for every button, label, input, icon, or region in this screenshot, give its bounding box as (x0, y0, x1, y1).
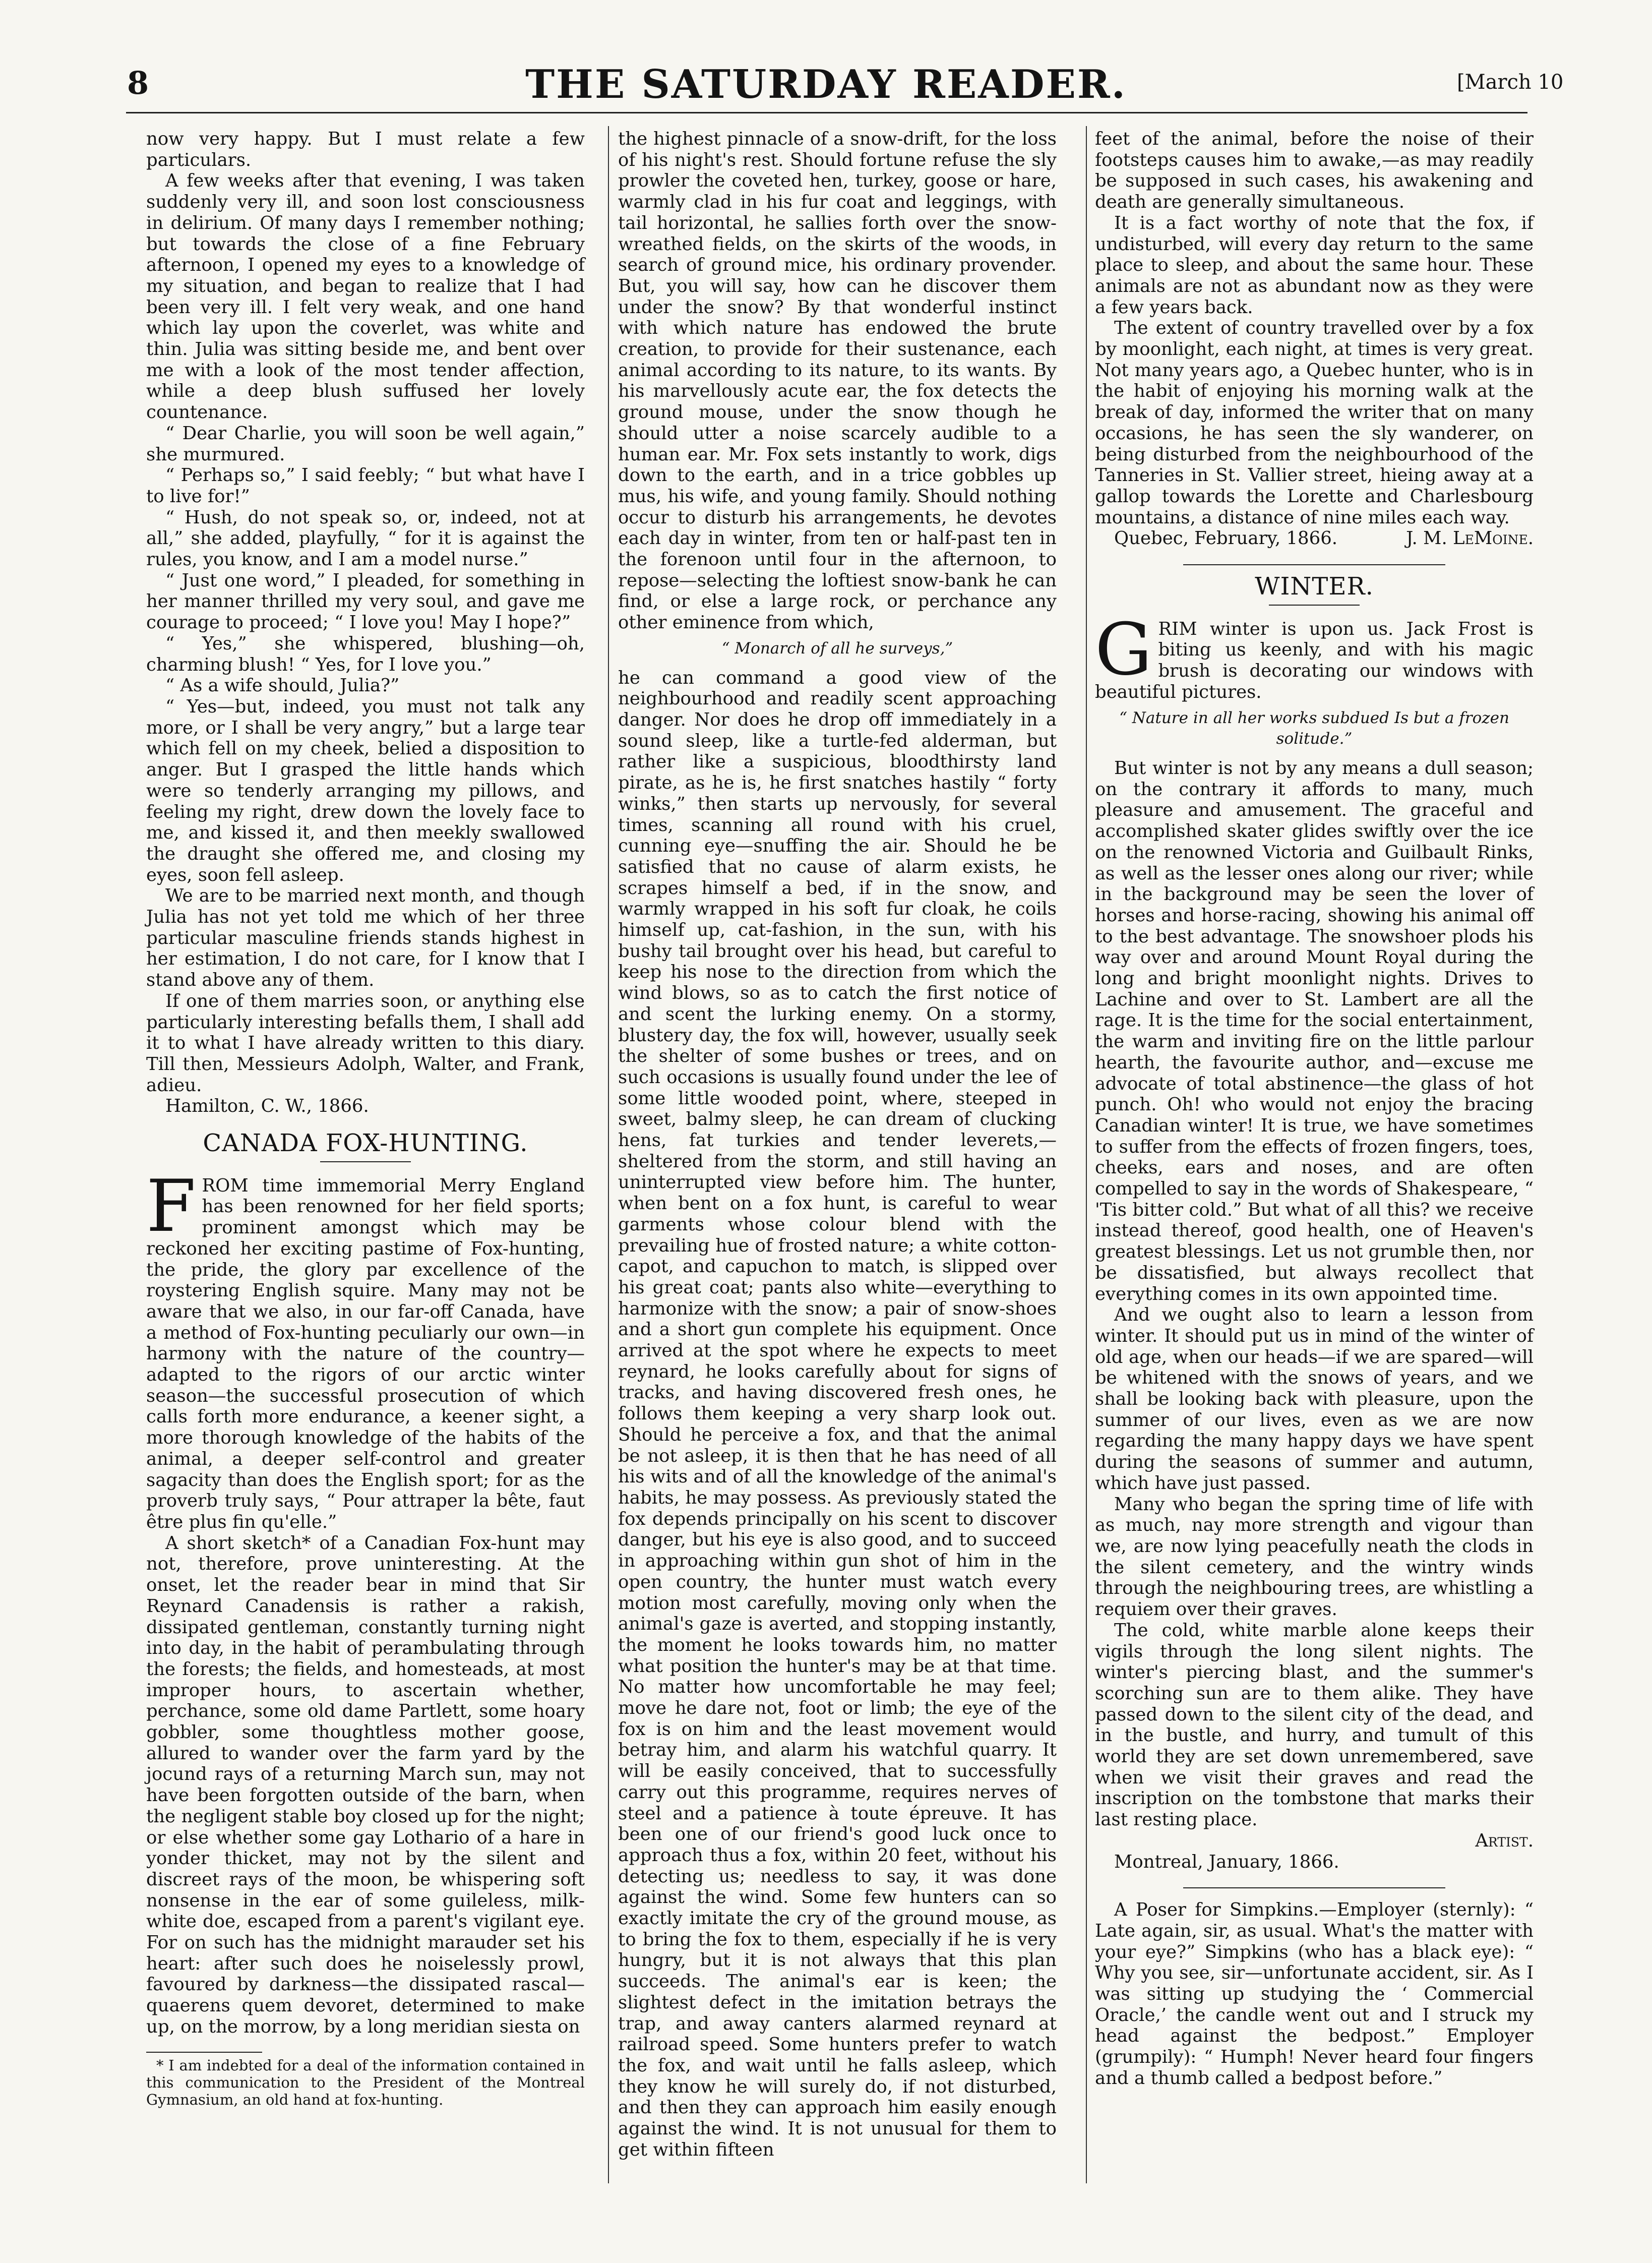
paragraph: A short sketch* of a Canadian Fox-hunt may not, therefore, prove uninteresting. At the onset, let the reader bear in mind that Sir Reynard Canadensis is rather a rakish, dissipated gentleman, constantly turning night into day, in the habit of perambulating through the forests; the fields, and homesteads, at most improper hours, to ascertain whether, perchance, some old dame Partlett, some hoary gobbler, some thoughtless mother goose, allured to wander over the farm yard by the jocund rays of a returning March sun, may not have been forgotten outside of the barn, when the negligent stable boy closed up for the night; or else whether some gay Lothario of a hare in yonder thicket, may not by the silent and discreet rays of the moon, be whispering soft nonsense in the ear of some guileless, milk-white doe, escaped from a parent's vigilant eye. For on such has the midnight marauder set his heart: after such does he noiselessly prowl, favoured by darkness—the dissipated rascal—quaerens quem devoret, determined to make up, on the morrow, by a long meridian siesta on (146, 1532, 585, 2037)
quotation: “ Monarch of all he surveys,” (721, 639, 953, 658)
paragraph: And we ought also to learn a lesson from winter. It should put us in mind of the winter of old age, when our heads—if we are spared—will be whitened with the snows of years, and we shall be looking back with pleasure, upon the summer of our lives, even as we are now regarding the many happy days we have spent during the seasons of summer and autumn, which have just passed. (1095, 1304, 1534, 1494)
anecdote-paragraph: A Poser for Simpkins.—Employer (sternly): “ Late again, sir, as usual. What's the matter with your eye?” Simpkins (who has a black eye): “ Why you see, sir—unfortunate accident, sir. As I was sitting up studying the ‘ Commercial Oracle,’ the candle went out and I struck my head against the bedpost.” Employer (grumpily): “ Humph! Never heard four fingers and a thumb called a bedpost before.” (1095, 1899, 1534, 2089)
paragraph: We are to be married next month, and though Julia has not yet told me which of her three particular masculine friends stands highest in her estimation, I do not care, for I know that I stand above any of them. (146, 885, 585, 991)
paragraph: Many who began the spring time of life with as much, nay more strength and vigour than we, are now lying peacefully neath the clods in the silent cemetery, and the wintry winds through the neighbouring trees, are whistling a requiem over their graves. (1095, 1494, 1534, 1620)
author-signature: Artist. (1475, 1830, 1534, 1851)
place-date: Quebec, February, 1866. (1114, 528, 1338, 549)
article-heading-fox-hunting: CANADA FOX-HUNTING. (203, 1129, 528, 1158)
article-heading-winter: WINTER. (1255, 572, 1374, 601)
section-rule (1183, 564, 1445, 565)
article-signature-line (1095, 528, 1534, 549)
story-ending (146, 129, 585, 1096)
paragraph: “ Yes—but, indeed, you must not talk any more, or I shall be very angry,” but a large tear which fell on my cheek, belied a disposition to anger. But I grasped the little hands which were so tenderly arranging my pillows, and feeling my right, drew down the lovely face to me, and kissed it, and then meekly swallowed the draught she offered me, and closing my eyes, soon fell asleep. (146, 696, 585, 885)
header-rule (126, 112, 1527, 113)
paragraph: But winter is not by any means a dull season; on the contrary it affords to many, much pleasure and amusement. The graceful and accomplished skater glides swiftly over the ice on the renowned Victoria and Guilbault Rinks, as well as the lesser ones along our river; while in the background may be seen the lover of horses and horse-racing, showing his animal off to the best advantage. The snowshoer plods his way over and around Mount Royal during the long and bright moonlight nights. Drives to Lachine and over to St. Lambert are all the rage. It is the time for the social entertainment, the warm and inviting fire on the little parlour hearth, the favourite author, and—excuse me advocate of total abstinence—the glass of hot punch. Oh! who would not enjoy the bracing Canadian winter! It is true, we have sometimes to suffer from the effects of frozen fingers, toes, cheeks, ears and noses, and are often compelled to say in the words of Shakespeare, “ 'Tis bitter cold.” But what of all this? we receive instead thereof, good health, one of Heaven's greatest blessings. Let us not grumble then, nor be dissatisfied, but always recollect that everything comes in its own appointed time. (1095, 757, 1534, 1304)
column-divider (1086, 126, 1087, 2183)
paragraph: “ Just one word,” I pleaded, for something in her manner thrilled my very soul, and gave me courage to proceed; “ I love you! May I hope?” (146, 570, 585, 633)
paragraph: “ Hush, do not speak so, or, indeed, not at all,” she added, playfully, “ for it is against the rules, you know, and I am a model nurse.” (146, 507, 585, 570)
column-divider (608, 126, 609, 2183)
paragraph: The cold, white marble alone keeps their vigils through the long silent nights. The winter's piercing blast, and the summer's scorching sun are to them alike. They have passed down to the silent city of the dead, and in the bustle, and hurry, and tumult of this world they are set down unremembered, save when we visit their graves and read the inscription on the tombstone that marks their last resting place. (1095, 1620, 1534, 1830)
paragraph: “ Yes,” she whispered, blushing—oh, charming blush! “ Yes, for I love you.” (146, 633, 585, 675)
author-signature: J. M. LeMoine. (1406, 528, 1534, 549)
masthead-title: THE SATURDAY READER. (525, 62, 1127, 107)
paragraph: ROM time immemorial Merry England has been renowned for her field sports; prominent amongst which may be reckoned her exciting pastime of Fox-hunting, the pride, the glory par excellence of the roystering English squire. Many may not be aware that we also, in our far-off Canada, have a method of Fox-hunting peculiarly our own—in harmony with the nature of the country—adapted to the rigors of our arctic winter season—the successful prosecution of which calls forth more endurance, a keener sight, a more thorough knowledge of the habits of the animal, a deeper self-control and greater sagacity than does the English sport; for as the proverb truly says, “ Pour attraper la bête, faut être plus fin qu'elle.” (146, 1175, 585, 1532)
paragraph: he can command a good view of the neighbourhood and readily scent approaching danger. Nor does he drop off immediately in a sound sleep, like a turtle-fed alderman, but rather like a suspicious, bloodthirsty land pirate, as he is, he first snatches hastily “ forty winks,” then starts up nervously, for several times, scanning all round with his cruel, cunning eye—snuffing the air. Should he be satisfied that no cause of alarm exists, he scrapes himself a bed, if in the snow, and warmly wrapped in his soft fur cloak, he coils himself up, cat-fashion, in the sun, with his bushy tail brought over his head, but careful to keep his nose to the direction from which the wind blows, so as to catch the first notice of and scent the lurking enemy. On a stormy, blustery day, the fox will, however, usually seek the shelter of some bushes or trees, and on such occasions is usually found under the lee of some little wooded point, where, steeped in sweet, balmy sleep, he can dream of clucking hens, fat turkies and tender leverets,—sheltered from the storm, and still having an uninterrupted view before him. The hunter, when bent on a fox hunt, is careful to wear garments whose colour blend with the prevailing hue of frosted nature; a white cotton-capot, and capuchon to match, is slipped over his great coat; pants also white—everything to harmonize with the snow; a pair of snow-shoes and a short gun complete his equipment. Once arrived at the spot where he expects to meet reynard, he looks carefully about for signs of tracks, and having discovered fresh ones, he follows them keeping a very sharp look out. Should he perceive a fox, and that the animal be not asleep, it is then that he has need of all his wits and of all the knowledge of the animal's habits, he may possess. As previously stated the fox depends principally on his scent to discover danger, but his eye is also good, and to succeed in approaching within gun shot of him in the open country, the hunter must watch every motion most carefully, moving only when the animal's gaze is averted, and stopping instantly, the moment he looks towards him, no matter what position the hunter's may be at that time. No matter how uncomfortable he may feel; move he dare not, foot or limb; the eye of the fox is on him and the least movement would betray him, and alarm his watchful quarry. It will be easily conceived, that to successfully carry out this programme, requires nerves of steel and a patience à toute épreuve. It has been one of our friend's good luck once to approach thus a fox, within 20 feet, without his detecting us; needless to say, it was done against the wind. Some few hunters can so exactly imitate the cry of the ground mouse, as to bring the fox to them, especially if he is very hungry, but it is not always that this plan succeeds. The animal's ear is keen; the slightest defect in the imitation betrays the trap, and away canters alarmed reynard at railroad speed. Some hunters prefer to watch the fox, and wait until he falls asleep, which they know he will surely do, if not disturbed, and then they can approach him easily enough against the wind. It is not unusual for them to get within fifteen (618, 667, 1057, 2160)
column-2 (618, 129, 1057, 2161)
column-1 (146, 129, 585, 2108)
paragraph: The extent of country travelled over by a fox by moonlight, each night, at times is very great. Not many years ago, a Quebec hunter, who is in the habit of enjoying his morning walk at the break of day, informed the writer that on many occasions, he has seen the sly wanderer, on being disturbed from the neighbourhood of the Tanneries in St. Vallier street, hieing away at a gallop towards the Lorette and Charlesbourg mountains, a distance of nine miles each way. (1095, 318, 1534, 528)
paragraph: If one of them marries soon, or anything else particularly interesting befalls them, I shall add it to what I have already written to this diary. Till then, Messieurs Adolph, Walter, and Frank, adieu. (146, 990, 585, 1096)
paragraph: It is a fact worthy of note that the fox, if undisturbed, will every day return to the same place to sleep, and about the same hour. These animals are not as abundant now as they were a few years back. (1095, 212, 1534, 318)
footnote: * I am indebted for a deal of the information contained in this communication to the President of the Montreal Gymnasium, an old hand at fox-hunting. (146, 2056, 585, 2108)
paragraph: “ As a wife should, Julia?” (165, 675, 400, 696)
paragraph: the highest pinnacle of a snow-drift, for the loss of his night's rest. Should fortune refuse the sly prowler the coveted hen, turkey, goose or hare, warmly clad in his fur coat and leggings, with tail horizontal, he sallies forth over the snow-wreathed fields, on the skirts of the woods, in search of ground mice, his ordinary provender. But, you will say, how can he discover them under the snow? By that wonderful instinct with which nature has endowed the brute creation, to provide for their sustenance, each animal according to its nature, to its wants. By his marvellously acute ear, the fox detects the ground mouse, under the snow though he should utter a noise scarcely audible to a human ear. Mr. Fox sets instantly to work, digs down to the earth, and in a trice gobbles up mus, his wife, and young family. Should nothing occur to disturb his arrangements, he devotes each day in winter, from ten or half-past ten in the forenoon until four in the afternoon, to repose—selecting the loftiest snow-bank he can find, or else a large rock, or perchance any other eminence from which, (618, 129, 1057, 633)
page-number: 8 (127, 65, 149, 101)
heading-rule (320, 1161, 411, 1162)
paragraph: RIM winter is upon us. Jack Frost is biting us keenly, and with his magic brush is decorating our windows with beautiful pictures. (1095, 618, 1534, 702)
drop-cap: F (146, 1164, 196, 1248)
story-place-date: Hamilton, C. W., 1866. (165, 1096, 369, 1117)
column-3 (1095, 129, 1534, 2089)
paragraph: “ Dear Charlie, you will soon be well again,” she murmured. (146, 423, 585, 465)
section-rule (1183, 1887, 1445, 1888)
place-date: Montreal, January, 1866. (1114, 1851, 1339, 1872)
heading-rule (1269, 605, 1360, 606)
paragraph: now very happy. But I must relate a few particulars. (146, 129, 585, 170)
issue-date: [March 10 (1457, 71, 1564, 94)
paragraph: “ Perhaps so,” I said feebly; “ but what have I to live for!” (146, 465, 585, 507)
drop-cap: G (1095, 608, 1152, 691)
paragraph: feet of the animal, before the noise of their footsteps causes him to awake,—as may readily be supposed in such cases, his awakening and death are generally simultaneous. (1095, 129, 1534, 213)
verse-quotation: “ Nature in all her works subdued Is but a frozen solitude.” (1119, 708, 1509, 748)
footnote-rule (146, 2052, 262, 2053)
paragraph: A few weeks after that evening, I was taken suddenly very ill, and soon lost consciousness in delirium. Of many days I remember nothing; but towards the close of a fine February afternoon, I opened my eyes to a knowledge of my situation, and began to realize that I had been very ill. I felt very weak, and one hand which lay upon the coverlet, was white and thin. Julia was sitting beside me, and bent over me with a look of the most tender affection, while a deep blush suffused her lovely countenance. (146, 170, 585, 423)
